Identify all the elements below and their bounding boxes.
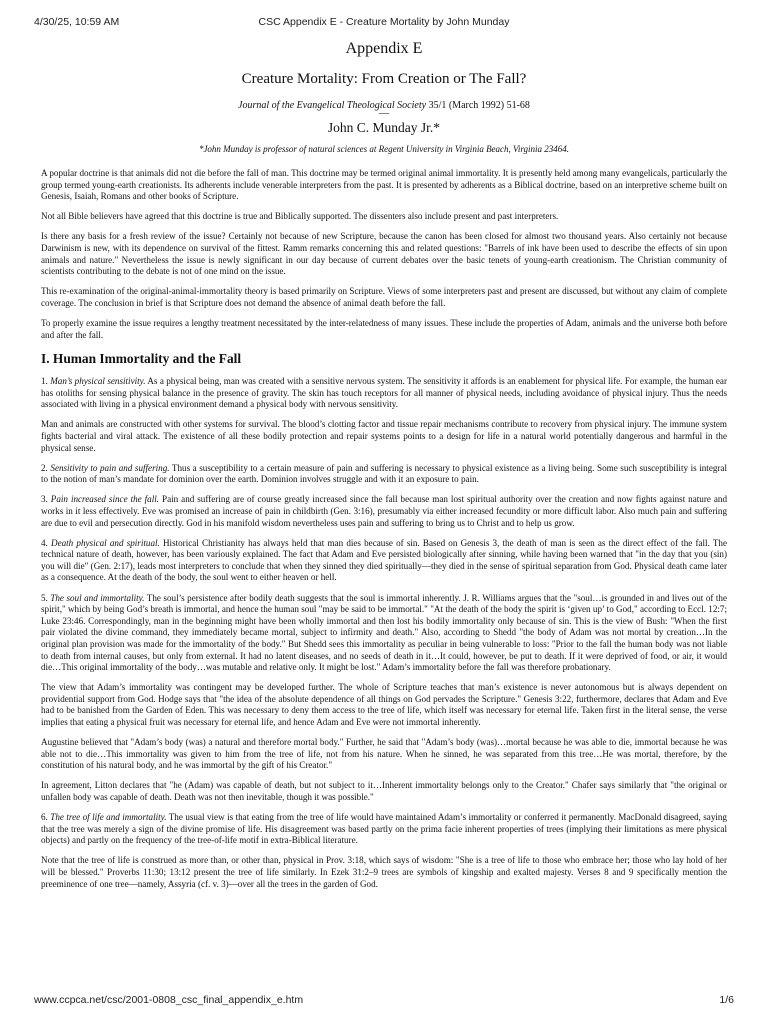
paragraph-text: Historical Christianity has always held that man dies because of sin. Based on Genesis 3, the death of man is seen as the direct effect of the fall. The technical nature of death, however, has been variously explained. The fact that Adam and Eve persisted biologically after sinning, while having been warned that "in the day that you (sin) you will die" (Gen. 2:17), leads most interpreters to conclude that when they sinned they died spiritually—they died in the sense of spiritual separation from God. Physical death came later as a consequence. At the death of the body, the soul went to either heaven or hell. bbox=[41, 537, 728, 583]
print-page-count: 1/6 bbox=[719, 994, 734, 1006]
print-footer bbox=[0, 994, 768, 1008]
citation-dash: — bbox=[379, 108, 389, 119]
section-paragraph: The view that Adam’s immortality was contingent may be developed further. The whole of Scripture teaches that man’s existence is never autonomous but is always dependent on providential support from God. Hodge says that "the idea of the absolute dependence of all things on God pervades the Scripture." Genesis 3:22, furthermore, declares that Adam and Eve had to be banished from the Garden of Eden. This was necessary to deny them access to the tree of life, which itself was necessary for eternal life. Taken first in the literal sense, the verse implies that eating a physical fruit was necessary for eternal life, and hence Adam and Eve were not immortal inherently. bbox=[41, 682, 727, 727]
paragraph-number: 6. bbox=[41, 812, 51, 823]
section-paragraph bbox=[41, 463, 727, 486]
document-body bbox=[41, 40, 727, 899]
section-paragraph: Man and animals are constructed with other systems for survival. The blood’s clotting factor and tissue repair mechanisms contribute to recovery from physical injury. The immune system fights bacterial and viral attack. The existence of all these bodily protection and repair systems points to a design for life in a natural world potentially dangerous and harmful in the physical sense. bbox=[41, 419, 727, 453]
paragraph-number: 1. bbox=[41, 376, 51, 387]
section-paragraph bbox=[41, 376, 727, 411]
paragraph-text: As a physical being, man was created with a sensitive nervous system. The sensitivity it affords is an enablement for physical life. For example, the human ear has otoliths for sensing physical balance in the presence of gravity. The skin has touch receptors for all manner of physical needs, including avoidance of physical injury. Thus the needs associated with living in a physical environment demand a physical body with nervous sensitivity. bbox=[41, 376, 727, 410]
section-paragraph: Augustine believed that "Adam’s body (was) a natural and therefore mortal body." Further, he said that "Adam’s body (was)…mortal because he was able to die, immortal because he was able not to die…This immortality was given to him from the tree of life, not from his nature. When he sinned, he was separated from this tree…He was mortal, therefore, by the constitution of his natural body, and he was immortal by the gift of his Creator." bbox=[41, 737, 727, 771]
intro-paragraph: A popular doctrine is that animals did not die before the fall of man. This doctrine may be termed original animal immortality. It is presently held among many evangelicals, particularly the group termed young-earth creationists. Its adherents include venerable interpreters from the past. It is presented by adherents as a Biblical doctrine, based on an interpretive scheme built on Genesis, Isaiah, Romans and other books of Scripture. bbox=[41, 168, 727, 202]
paragraph-text: The usual view is that eating from the tree of life would have maintained Adam’s immortality or conferred it permanently. MacDonald disagreed, saying that the tree was merely a sign of the divine promise of life. His disagreement was based partly on the prima facie inherent properties of trees (implying their limitations as mere physical objects) and partly on the frequency of the tree-of-life motif in extra-Biblical literature. bbox=[41, 812, 727, 846]
journal-name: Journal of the Evangelical Theological Society bbox=[238, 100, 427, 111]
paragraph-number: 5. bbox=[41, 592, 51, 603]
section-heading: I. Human Immortality and the Fall bbox=[41, 351, 242, 367]
paragraph-number: 3. bbox=[41, 494, 51, 505]
journal-issue: 35/1 (March 1992) 51-68 bbox=[426, 100, 530, 111]
section-paragraph: Note that the tree of life is construed as more than, or other than, physical in Prov. 3:18, which says of wisdom: "She is a tree of life to those who embrace her; those who lay hold of her will be blessed." Proverbs 11:30; 13:12 present the tree of life similarly. In Ezek 31:2–9 trees are symbols of kingship and exalted majesty. Verses 8 and 9 specifically mention the preeminence of one tree—namely, Assyria (cf. v. 3)—over all the trees in the garden of God. bbox=[41, 855, 727, 889]
print-datetime: 4/30/25, 10:59 AM bbox=[34, 16, 120, 28]
paragraph-heading: The soul and immortality. bbox=[50, 592, 145, 603]
author-name: John C. Munday Jr.* bbox=[327, 120, 441, 135]
section-paragraph bbox=[41, 494, 727, 529]
section-paragraph: In agreement, Litton declares that "he (Adam) was capable of death, but not subject to it…Inherent immortality belongs only to the Creator." Chafer says similarly that "the original or unfallen body was capable of death. Death was not then inevitable, though it was possible." bbox=[41, 780, 727, 802]
paragraph-number: 4. bbox=[41, 537, 51, 548]
paragraph-number: 2. bbox=[41, 462, 51, 473]
intro-paragraph: Not all Bible believers have agreed that this doctrine is true and Biblically supported. The dissenters also include present and past interpreters. bbox=[41, 211, 559, 222]
paragraph-heading: Man’s physical sensitivity. bbox=[50, 376, 146, 387]
print-url: www.ccpca.net/csc/2001-0808_csc_final_appendix_e.htm bbox=[34, 994, 304, 1006]
intro-paragraph: Is there any basis for a fresh review of the issue? Certainly not because of new Scripture, because the canon has been closed for almost two thousand years. Also certainly not because Darwinism is new, with its dependence on survival of the fittest. Ramm remarks concerning this and related questions: "Barrels of ink have been used to describe the effects of sin upon animals and nature." Nevertheless the issue is newly significant in our day because of current debates over the basic tenets of young-earth creationism. The Christian community of scientists contributing to the debate is not of one mind on the issue. bbox=[41, 231, 727, 277]
section-paragraph bbox=[41, 593, 727, 674]
paragraph-heading: Pain increased since the fall. bbox=[50, 494, 160, 505]
intro-paragraph: To properly examine the issue requires a lengthy treatment necessitated by the inter-relatedness of many issues. These include the properties of Adam, animals and the universe both before and after the fall. bbox=[41, 317, 727, 340]
paragraph-heading: Sensitivity to pain and suffering. bbox=[50, 462, 170, 473]
author-affiliation: *John Munday is professor of natural sciences at Regent University in Virginia Beach, Virginia 23464. bbox=[198, 144, 570, 154]
paragraph-heading: The tree of life and immortality. bbox=[50, 812, 167, 823]
print-header bbox=[0, 16, 768, 30]
paragraph-text: Pain and suffering are of course greatly increased since the fall because man lost spiritual authority over the creation and now fights against nature and works in it less effectively. Eve was promised an increase of pain in childbirth (Gen. 3:16), presumably via either increased fecundity or more difficult labor. Also much pain and suffering are due to evil and persecution directly. God in his manifold wisdom nevertheless uses pain and suffering to bring us to Christ and to help us grow. bbox=[41, 494, 728, 528]
section-paragraph bbox=[41, 812, 727, 847]
paragraph-text: The soul’s persistence after bodily death suggests that the soul is immortal inherently. J. R. Williams argues that the "soul…is grounded in and lives out of the spirit," which by being God’s breath is immortal, and hence the human soul "may be said to be immortal." "At the death of the body the spirit is ‘given up’ to God," according to Eccl. 12:7; Luke 23:46. Correspondingly, man in the beginning might have been wholly immortal and then lost his bodily immortality only because of sin. This is the view of Bush: "When the first pair violated the divine command, they immediately became mortal, subject to infirmity and death." Also, according to Shedd "the body of Adam was not mortal by creation…In the original plan provision was made for the immortality of the body." But Shedd sees this immortality as peculiar in being vulnerable to loss: "Prior to the fall the human body was not liable to death from internal causes, but only from external. It had no latent diseases, and no seeds of death in it…It could, however, be put to death. If it were deprived of food, or air, it would die…This original immortality of the body…was mutable and relative only. It might be lost." Adam’s immortality before the fall was therefore probationary. bbox=[41, 592, 728, 673]
print-page-title: CSC Appendix E - Creature Mortality by John Munday bbox=[258, 16, 510, 28]
article-title: Creature Mortality: From Creation or The Fall? bbox=[241, 71, 527, 87]
paragraph-heading: Death physical and spiritual. bbox=[51, 537, 160, 548]
paragraph-text: Thus a susceptibility to a certain measure of pain and suffering is necessary to physical existence as a living being. Some such susceptibility is integral to the notion of man’s mandate for dominion over the earth. Dominion involves struggle and with it an exposure to pain. bbox=[41, 462, 727, 485]
section-paragraph bbox=[41, 538, 727, 584]
intro-paragraph: This re-examination of the original-animal-immortality theory is based primarily on Scripture. Views of some interpreters past and present are discussed, but without any claim of complete coverage. The conclusion in brief is that Scripture does not demand the absence of animal death before the fall. bbox=[41, 286, 727, 308]
appendix-label: Appendix E bbox=[345, 40, 423, 57]
